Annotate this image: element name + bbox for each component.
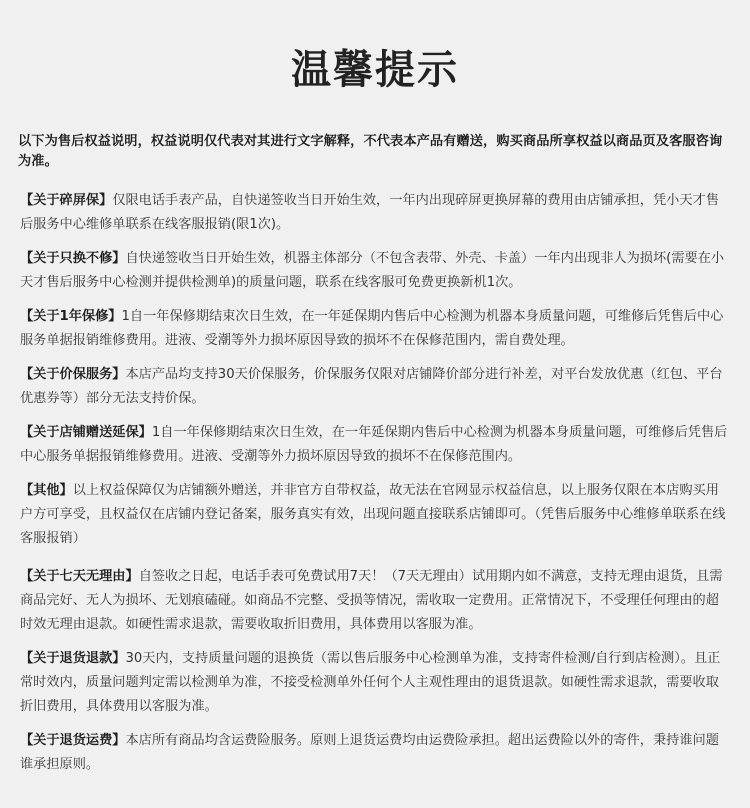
section-one-year-warranty <box>18 305 732 353</box>
section-return-shipping <box>18 729 732 777</box>
section-store-extended-warranty <box>18 421 732 469</box>
page-title: 温馨提示 <box>291 47 459 93</box>
section-seven-day-return <box>18 565 732 637</box>
section-tag: 【关于退货退款】 <box>20 651 126 666</box>
section-text: 30天内，支持质量问题的退换货（需以售后服务中心检测单为准，支持寄件检测/自行到店检测）。且正常时效内，质量问题判定需以检测单为准，不接受检测单外任何个人主观性理由的退货退款。如硬性需求退款，需要收取折旧费用，具体费用以客服为准。 <box>20 651 721 714</box>
section-tag: 【关于只换不修】 <box>20 251 126 266</box>
section-text: 以上权益保障仅为店铺额外赠送，并非官方自带权益，故无法在官网显示权益信息，以上服务仅限在本店购买用户方可享受，且权益仅在店铺内登记备案，服务真实有效，出现问题直接联系店铺即可。（凭售后服务中心维修单联系在线客服报销） <box>20 483 726 546</box>
section-screen-protection <box>18 189 732 237</box>
section-text: 本店所有商品均含运费险服务。原则上退货运费均由运费险承担。超出运费险以外的寄件，秉持谁问题谁承担原则。 <box>20 733 719 772</box>
section-replace-not-repair <box>18 247 732 295</box>
section-text: 1自一年保修期结束次日生效，在一年延保期内售后中心检测为机器本身质量问题，可维修后凭售后中心服务单据报销维修费用。进液、受潮等外力损坏原因导致的损坏不在保修范围内，需自费处理。 <box>20 309 724 348</box>
section-other <box>18 479 732 551</box>
intro-paragraph: 以下为售后权益说明，权益说明仅代表对其进行文字解释，不代表本产品有赠送，购买商品所享权益以商品页及客服咨询为准。 <box>18 134 723 169</box>
section-text: 1自一年保修期结束次日生效，在一年延保期内售后中心检测为机器本身质量问题，可维修后凭售后中心服务单据报销维修费用。进液、受潮等外力损坏原因导致的损坏不在保修范围内。 <box>20 425 728 464</box>
section-text: 本店产品均支持30天价保服务，价保服务仅限对店铺降价部分进行补差，对平台发放优惠（红包、平台优惠券等）部分无法支持价保。 <box>20 367 723 406</box>
section-tag: 【关于店铺赠送延保】 <box>20 425 152 440</box>
section-tag: 【关于七天无理由】 <box>20 569 139 584</box>
section-return-refund <box>18 647 732 719</box>
section-text: 自快递签收当日开始生效，机器主体部分（不包含表带、外壳、卡盖）一年内出现非人为损坏(需要在小天才售后服务中心检测并提供检测单)的质量问题，联系在线客服可免费更换新机1次。 <box>20 251 725 290</box>
section-tag: 【关于价保服务】 <box>20 367 126 382</box>
section-tag: 【其他】 <box>20 483 73 498</box>
section-tag: 【关于退货运费】 <box>20 733 126 748</box>
section-tag: 【关于碎屏保】 <box>20 193 113 208</box>
section-price-protection <box>18 363 732 411</box>
section-text: 自签收之日起，电话手表可免费试用7天！（7天无理由）试用期内如不满意，支持无理由退货，且需商品完好、无人为损坏、无划痕磕碰。如商品不完整、受损等情况，需收取一定费用。正常情况下，不受理任何理由的超时效无理由退款。如硬性需求退款，需要收取折旧费用，具体费用以客服为准。 <box>20 569 723 632</box>
section-tag: 【关于1年保修】 <box>20 309 122 324</box>
section-text: 仅限电话手表产品，自快递签收当日开始生效，一年内出现碎屏更换屏幕的费用由店铺承担，凭小天才售后服务中心维修单联系在线客服报销(限1次)。 <box>20 193 719 232</box>
